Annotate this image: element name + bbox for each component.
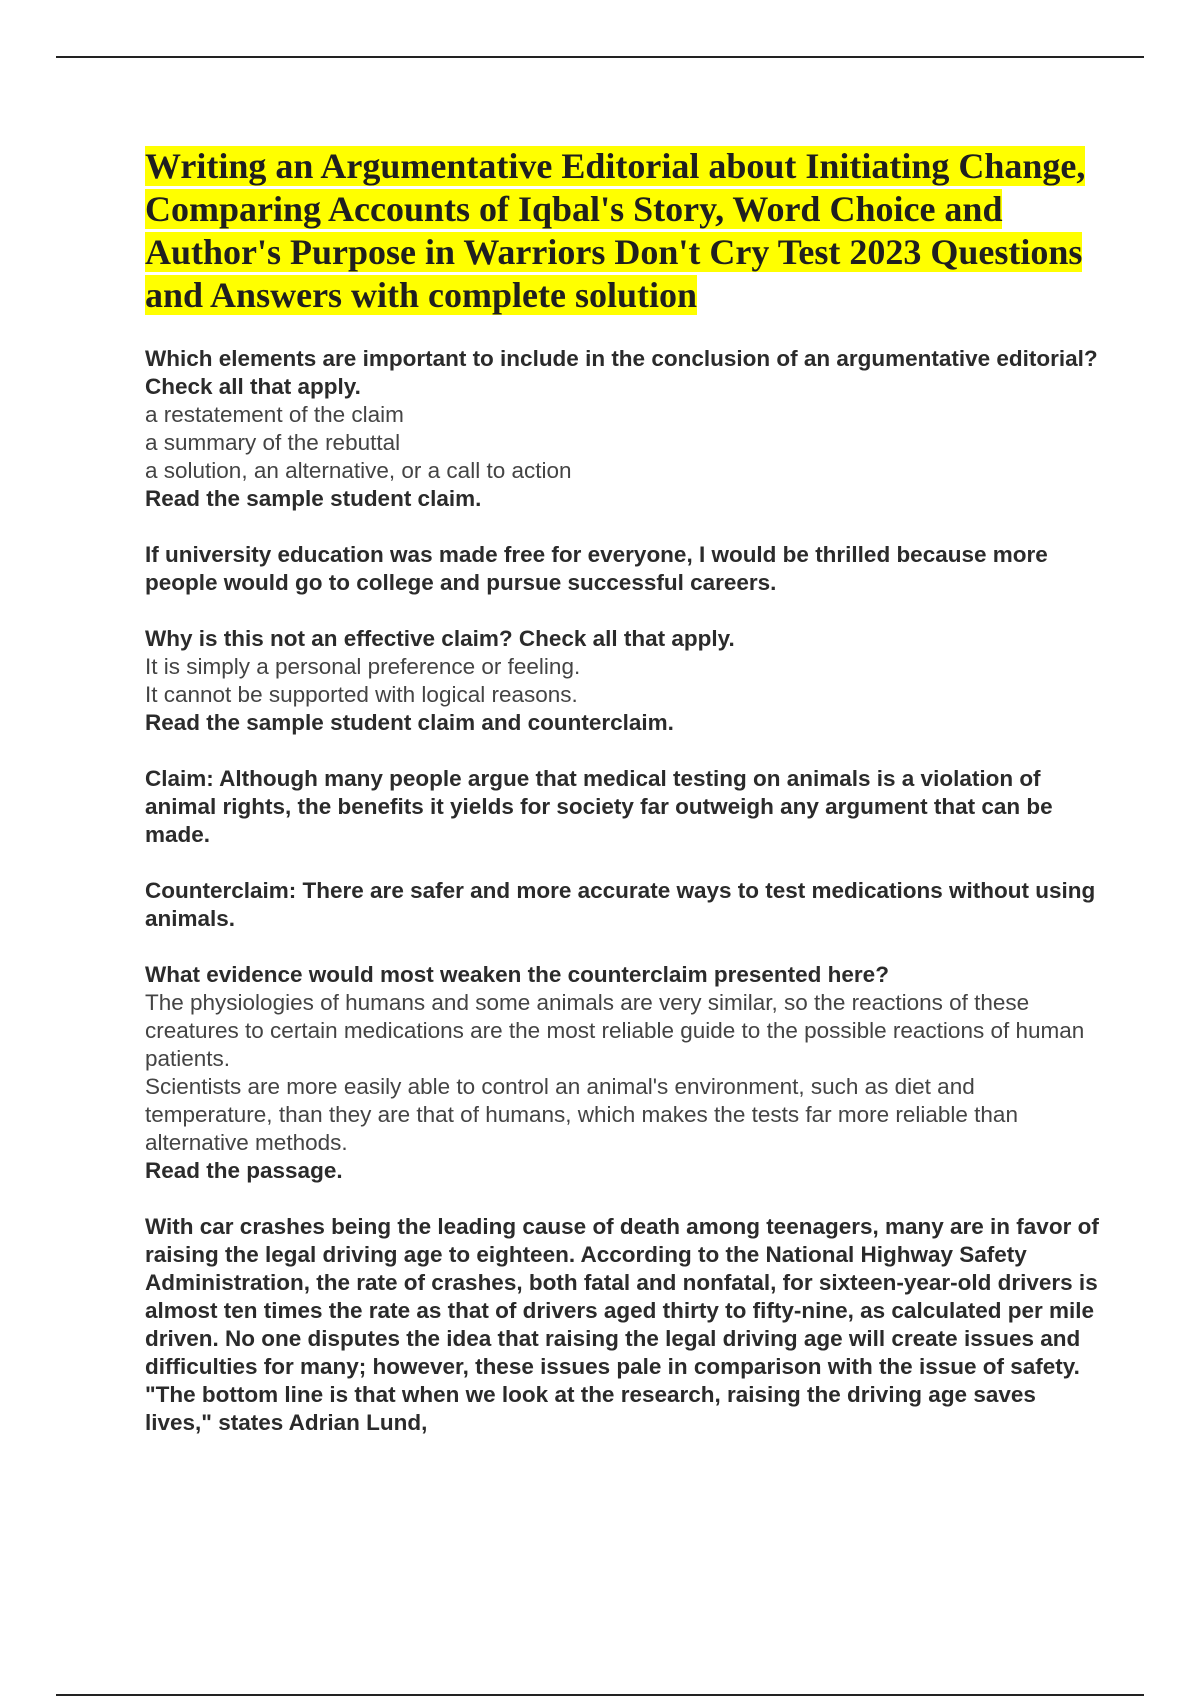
question-text: Which elements are important to include in the conclusion of an argumentative editorial? Check all that apply. [145,346,1098,399]
question-block-3 [145,709,1100,1157]
prompt-intro: Read the passage. [145,1158,343,1183]
question-text: Why is this not an effective claim? Check all that apply. [145,626,735,651]
sample-counterclaim: Counterclaim: There are safer and more accurate ways to test medications without using animals. [145,878,1096,931]
sample-claim: Claim: Although many people argue that medical testing on animals is a violation of animal rights, the benefits it yields for society far outweigh any argument that can be made. [145,766,1053,847]
prompt-intro: Read the sample student claim. [145,486,482,511]
document-body [145,145,1100,1437]
top-rule [56,56,1144,58]
question-block-1 [145,345,1100,485]
answer-option: Scientists are more easily able to control an animal's environment, such as diet and temperature, than they are that of humans, which makes the tests far more reliable than alternative methods. [145,1074,1018,1155]
question-text: What evidence would most weaken the counterclaim presented here? [145,962,889,987]
answer-option: a solution, an alternative, or a call to action [145,458,572,483]
prompt-intro: Read the sample student claim and counterclaim. [145,710,674,735]
answer-option: a summary of the rebuttal [145,430,401,455]
question-block-2 [145,485,1100,709]
question-block-4 [145,1157,1100,1437]
answer-option: It is simply a personal preference or feeling. [145,654,581,679]
bottom-rule [56,1694,1144,1696]
answer-option: The physiologies of humans and some animals are very similar, so the reactions of these creatures to certain medications are the most reliable guide to the possible reactions of human patients. [145,990,1085,1071]
title-highlight: Writing an Argumentative Editorial about Initiating Change, Comparing Accounts of Iqbal's Story, Word Choice and Author's Purpose in Warriors Don't Cry Test 2023 Questions and Answers with complete solution [145,146,1086,315]
sample-claim: If university education was made free for everyone, I would be thrilled because more people would go to college and pursue successful careers. [145,542,1048,595]
answer-option: a restatement of the claim [145,402,404,427]
passage-text: With car crashes being the leading cause of death among teenagers, many are in favor of raising the legal driving age to eighteen. According to the National Highway Safety Administration, the rate of crashes, both fatal and nonfatal, for sixteen-year-old drivers is almost ten times the rate as that of drivers aged thirty to fifty-nine, as calculated per mile driven. No one disputes the idea that raising the legal driving age will create issues and difficulties for many; however, these issues pale in comparison with the issue of safety. "The bottom line is that when we look at the research, raising the driving age saves lives," states Adrian Lund, [145,1214,1099,1435]
answer-option: It cannot be supported with logical reasons. [145,682,578,707]
document-title [145,145,1100,317]
